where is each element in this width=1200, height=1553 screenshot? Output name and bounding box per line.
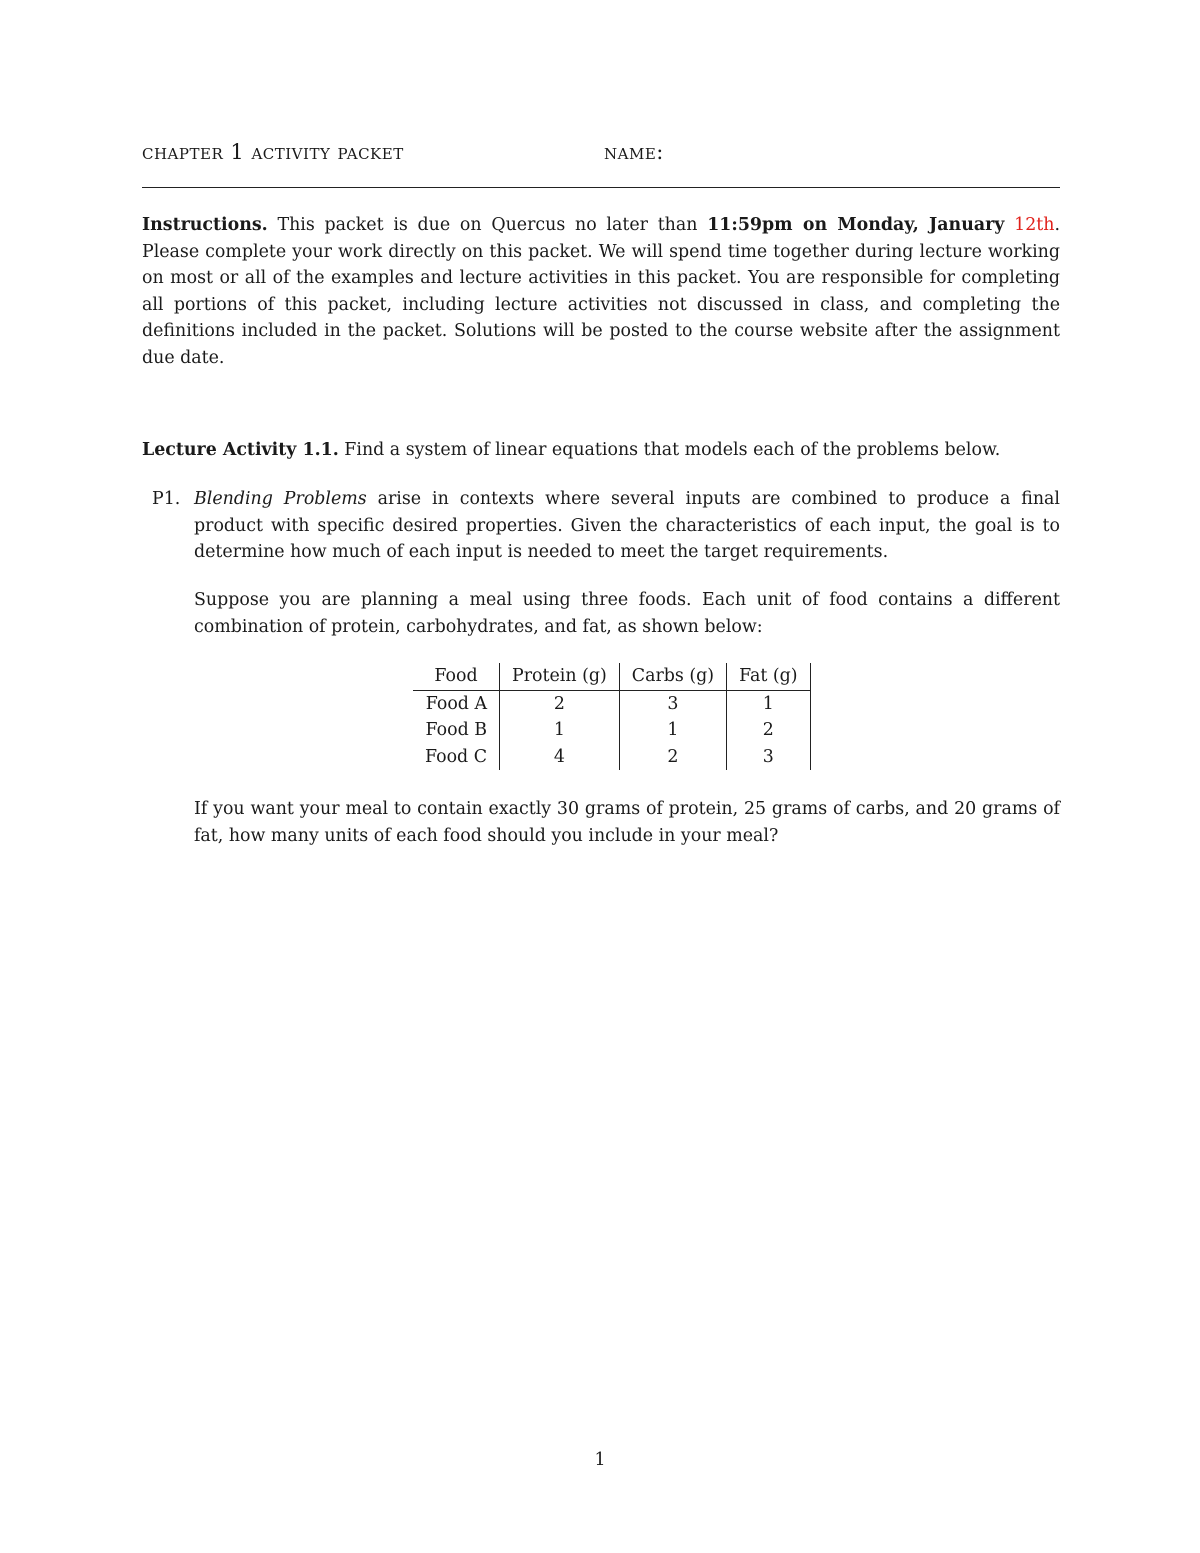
table-cell: 3: [619, 690, 726, 717]
page-number: 1: [594, 1450, 606, 1470]
table-cell: 1: [619, 717, 726, 744]
due-day: 12th: [1014, 215, 1055, 235]
problem-p1: [142, 486, 1060, 566]
table-cell: Food B: [425, 720, 488, 741]
table-header-cell: Protein (g): [500, 663, 620, 690]
problem-question: If you want your meal to contain exactly 30 grams of protein, 25 grams of carbs, and 20 grams of fat, how many units of each food should you include in your meal?: [194, 799, 1060, 846]
problem-intro-text: arise in contexts where several inputs are combined to produce a final product with specific desired properties. Given the characteristics of each input, the goal is to determine how much of each input is needed to meet the target requirements.: [194, 489, 1060, 563]
problem-term: Blending Problems: [194, 489, 367, 509]
problem-setup: Suppose you are planning a meal using three foods. Each unit of food contains a different combination of protein, carbohydrates, and fat, as shown below:: [194, 590, 1060, 637]
instructions-paragraph: [142, 212, 1060, 372]
activity-label: Lecture Activity 1.1.: [142, 440, 339, 460]
table-cell: 1: [500, 717, 620, 744]
problem-marker: P1.: [152, 489, 181, 509]
table-cell: 1: [727, 690, 810, 717]
header-rule: [142, 187, 1060, 188]
name-label: name:: [604, 140, 664, 164]
instructions-text-1: This packet is due on Quercus no later than: [267, 215, 708, 235]
table-row: [413, 744, 810, 771]
due-time: 11:59pm on Monday, January: [707, 215, 1005, 235]
packet-title: chapter 1 activity packet: [142, 140, 404, 164]
problem-intro: [194, 486, 1060, 566]
table-cell: 4: [500, 744, 620, 771]
table-cell: Food C: [425, 746, 488, 767]
activity-text: Find a system of linear equations that models each of the problems below.: [338, 440, 1001, 460]
page-header: [142, 140, 1060, 170]
food-nutrition-table: [413, 663, 811, 770]
instructions-text-2: . Please complete your work directly on this packet. We will spend time together during lecture working on most or all of the examples and lecture activities in this packet. You are responsible for completing all portions of this packet, including lecture activities not discussed in class, and completing the definitions included in the packet. Solutions will be posted to the course website after the assignment due date.: [142, 215, 1060, 368]
table-cell: 3: [727, 744, 810, 771]
table-row: [413, 717, 810, 744]
table-cell: 2: [727, 717, 810, 744]
table-cell: 2: [619, 744, 726, 771]
instructions-label: Instructions.: [142, 215, 268, 235]
table-cell: 2: [500, 690, 620, 717]
table-header-cell: Fat (g): [727, 663, 810, 690]
table-header-row: [413, 663, 810, 690]
lecture-activity-heading: [142, 437, 1060, 464]
table-row: [413, 690, 810, 717]
table-header-cell: Carbs (g): [619, 663, 726, 690]
table-cell: Food A: [425, 693, 488, 714]
table-header-cell: Food: [413, 663, 500, 690]
